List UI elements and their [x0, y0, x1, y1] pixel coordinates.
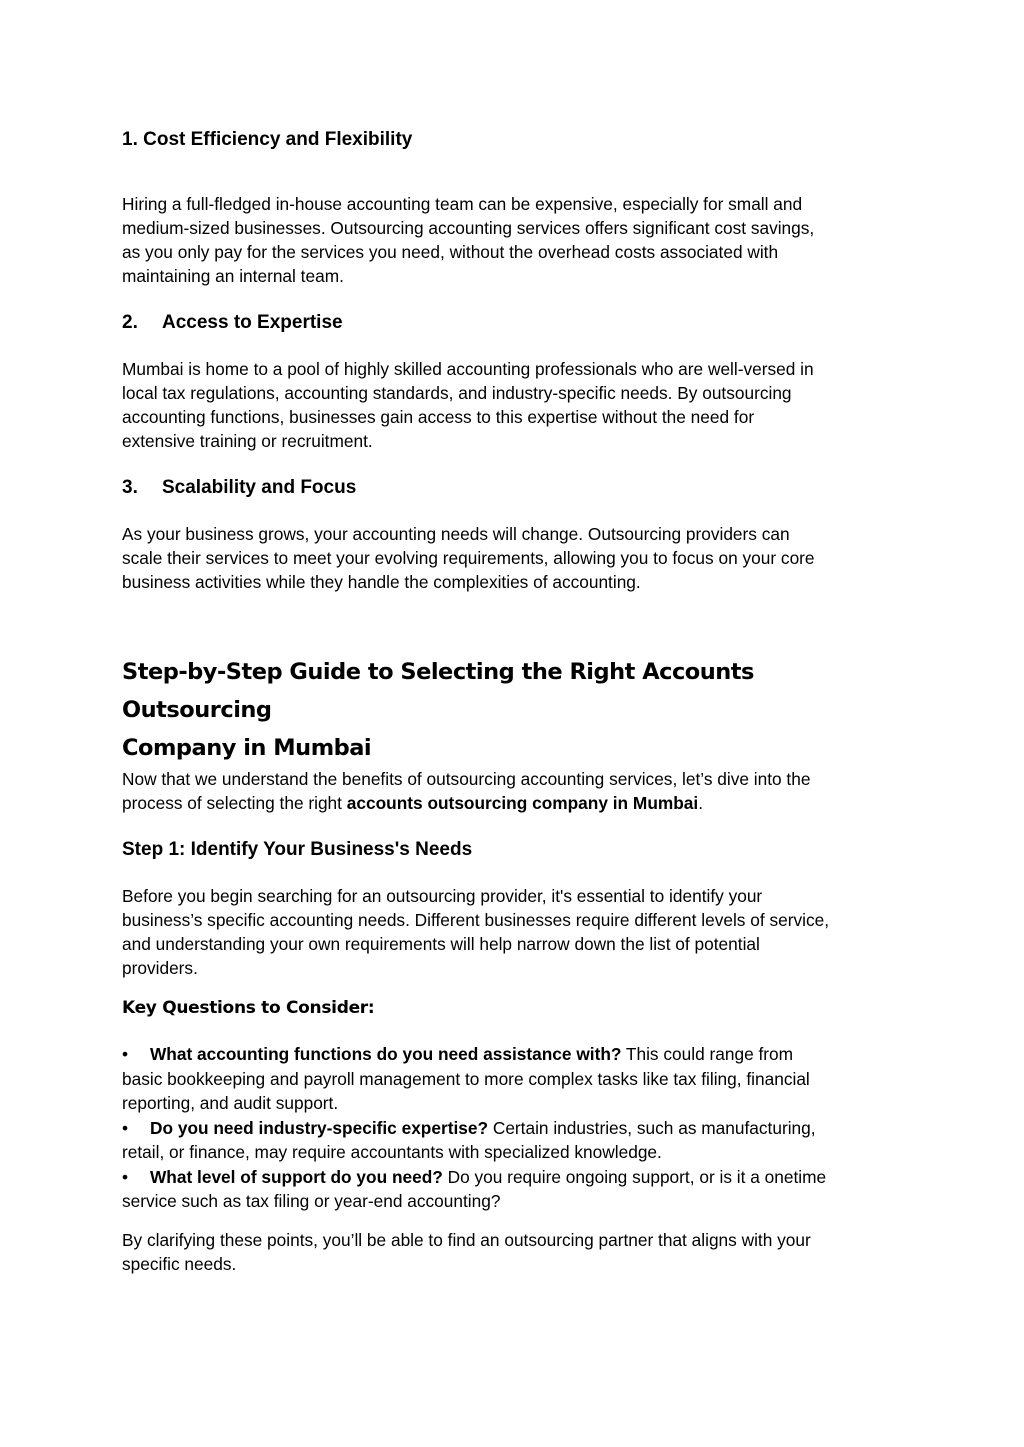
text-line: providers. [122, 958, 198, 978]
text-line [122, 1042, 902, 1067]
text-line: medium-sized businesses. Outsourcing accounting services offers significant cost savings, [122, 218, 815, 238]
question-text: This could range from [621, 1044, 794, 1064]
text-line: Before you begin searching for an outsourcing provider, it's essential to identify your [122, 886, 763, 906]
text-line: basic bookkeeping and payroll management to more complex tasks like tax filing, financial [122, 1068, 810, 1089]
text-line: As your business grows, your accounting needs will change. Outsourcing providers can [122, 524, 790, 544]
text-line: reporting, and audit support. [122, 1093, 339, 1113]
list-item [122, 1116, 902, 1165]
section-heading-cost-efficiency: 1. Cost Efficiency and Flexibility [122, 129, 413, 150]
question-bold: What level of support do you need? [150, 1166, 443, 1187]
text-line: specific needs. [122, 1253, 237, 1274]
key-questions-heading: Key Questions to Consider: [122, 998, 375, 1018]
text-line: extensive training or recruitment. [122, 431, 373, 451]
text-line [122, 1116, 902, 1141]
text-line [122, 1165, 902, 1190]
question-text: Certain industries, such as manufacturing, [488, 1117, 816, 1138]
bullet-icon: • [122, 1166, 129, 1187]
paragraph-step1 [122, 884, 902, 980]
section-number: 3. [122, 477, 138, 498]
section-number: 2. [122, 312, 138, 333]
text-line: and understanding your own requirements will help narrow down the list of potential [122, 934, 760, 954]
paragraph-scalability [122, 522, 902, 594]
text-line: as you only pay for the services you need, without the overhead costs associated with [122, 242, 779, 262]
intro-text: process of selecting the right [122, 793, 347, 813]
text-line: scale their services to meet your evolving requirements, allowing you to focus on your core [122, 548, 815, 568]
guide-title-line2: Company in Mumbai [122, 735, 372, 761]
section-title: Access to Expertise [162, 312, 343, 333]
text-line: By clarifying these points, you’ll be able to find an outsourcing partner that aligns with your [122, 1229, 811, 1250]
question-bold: Do you need industry-specific expertise? [150, 1117, 489, 1138]
section-heading-access-to-expertise [122, 311, 902, 335]
paragraph-closing [122, 1228, 902, 1276]
key-questions-list [122, 1042, 902, 1214]
guide-title-line1: Step-by-Step Guide to Selecting the Right Accounts Outsourcing [122, 659, 754, 723]
question-text: Do you require ongoing support, or is it a onetime [442, 1166, 827, 1187]
step1-heading: Step 1: Identify Your Business's Needs [122, 839, 473, 860]
guide-title [122, 653, 902, 767]
text-line: business’s specific accounting needs. Different businesses require different levels of service, [122, 910, 829, 930]
text-line: Mumbai is home to a pool of highly skilled accounting professionals who are well-versed in [122, 359, 814, 379]
text-line: accounting functions, businesses gain access to this expertise without the need for [122, 407, 755, 427]
text-line: service such as tax filing or year-end accounting? [122, 1191, 501, 1211]
list-item [122, 1165, 902, 1214]
list-item [122, 1042, 902, 1116]
guide-intro [122, 767, 902, 815]
section-title: Scalability and Focus [162, 477, 357, 498]
document-page [122, 128, 902, 1276]
paragraph-access-to-expertise [122, 357, 902, 453]
bullet-icon: • [122, 1044, 129, 1064]
intro-text-end: . [698, 793, 704, 813]
text-line [122, 791, 902, 815]
question-bold: What accounting functions do you need assistance with? [150, 1044, 622, 1064]
text-line: business activities while they handle the complexities of accounting. [122, 572, 641, 592]
section-heading-scalability [122, 476, 902, 500]
text-line: Hiring a full-fledged in-house accounting team can be expensive, especially for small and [122, 194, 803, 214]
text-line: local tax regulations, accounting standards, and industry-specific needs. By outsourcing [122, 383, 792, 403]
text-line: maintaining an internal team. [122, 266, 344, 286]
paragraph-cost-efficiency [122, 192, 902, 288]
intro-bold-keyword: accounts outsourcing company in Mumbai [346, 793, 699, 813]
text-line: Now that we understand the benefits of outsourcing accounting services, let’s dive into the [122, 769, 811, 789]
bullet-icon: • [122, 1117, 129, 1138]
text-line: retail, or finance, may require accountants with specialized knowledge. [122, 1142, 662, 1162]
